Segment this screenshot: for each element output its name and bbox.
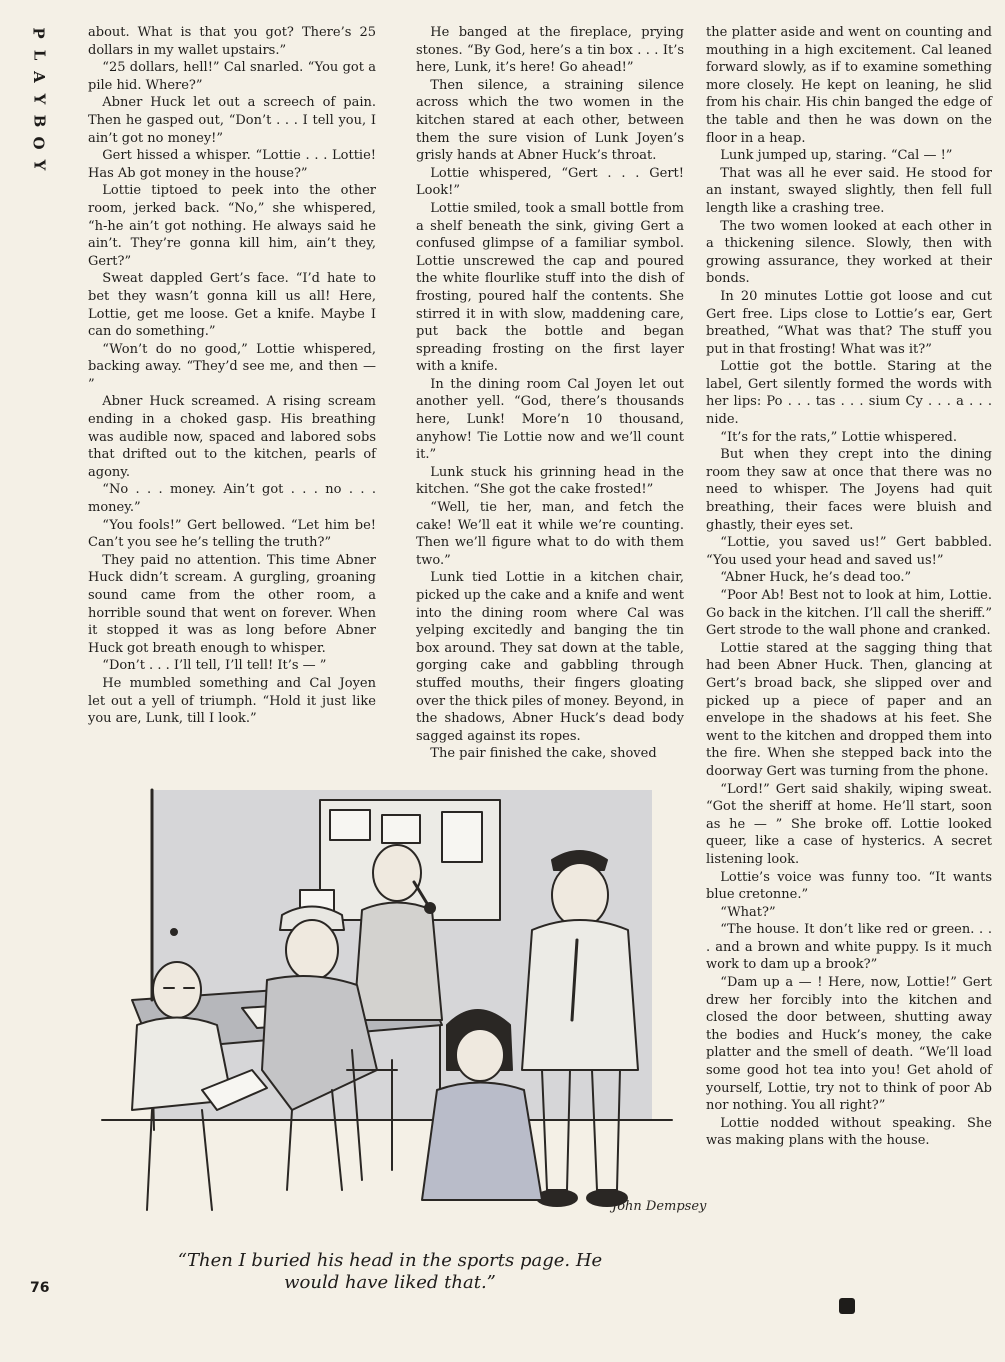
- title-letter: Y: [30, 159, 48, 171]
- paragraph: Lottie stared at the sagging thing that had been Abner Huck. Then, glancing at Gert’s broad back, she slipped over and picked up a piece of paper and an envelope in the shadows at his feet. She went to the kitchen and dropped them into the fire. When she stepped back into the doorway Gert was turning from the phone.: [706, 640, 992, 779]
- title-letter: O: [29, 136, 48, 150]
- paragraph: Then silence, a straining silence across which the two women in the kitchen stared at each other, between them the sure vision of Lunk Joyen’s grisly hands at Abner Huck’s throat.: [416, 77, 684, 164]
- paragraph: “The house. It don’t like red or green. . . . and a brown and white puppy. Is it much work to dam up a brook?”: [706, 922, 992, 973]
- paragraph: Lunk tied Lottie in a kitchen chair, picked up the cake and a knife and went into the dining room where Cal was yelping excitedly and banging the tin box around. They sat down at the table, gorging cake and gabbling through stuffed mouths, their fingers gloating over the thick piles of money. Beyond, in the shadows, Abner Huck’s dead body sagged against its ropes.: [416, 570, 684, 744]
- title-letter: Y: [30, 93, 48, 105]
- paragraph: “What?”: [720, 904, 776, 920]
- paragraph: They paid no attention. This time Abner Huck didn’t scream. A gurgling, groaning sound came from the other room, a horrible sound that went on forever. When it stopped it was as long before Abner Huck got breath enough to whisper.: [88, 552, 376, 656]
- paragraph: But when they crept into the dining room they saw at once that there was no need to whisper. The Joyens had quit breathing, their faces were bluish and ghastly, their eyes set.: [706, 447, 992, 533]
- paragraph: “Dam up a — ! Here, now, Lottie!” Gert drew her forcibly into the kitchen and closed the door between, shutting away the bodies and Huck’s money, the cake platter and the smell of death. “We’ll load some good hot tea into you! Get ahold of yourself, Lottie, try not to think of poor Ab nor nothing. You all right?”: [706, 975, 992, 1114]
- paragraph: In the dining room Cal Joyen let out another yell. “God, there’s thousands here, Lunk! More’n 10 thousand, anyhow! Tie Lottie now and we’ll count it.”: [416, 376, 684, 463]
- paragraph: Lunk stuck his grinning head in the kitchen. “She got the cake frosted!”: [416, 464, 684, 498]
- title-letter: P: [30, 27, 48, 39]
- paragraph: Gert hissed a whisper. “Lottie . . . Lottie! Has Ab got money in the house?”: [88, 148, 376, 181]
- paragraph: Lottie nodded without speaking. She was making plans with the house.: [706, 1115, 992, 1149]
- paragraph: Lottie tiptoed to peek into the other room, jerked back. “No,” she whispered, “h-he ain’t got nothing. He always said he ain’t. They’re gonna kill him, ain’t they, Gert?”: [88, 183, 376, 269]
- paragraph: The two women looked at each other in a thickening silence. Slowly, then with growing assurance, they worked at their bonds.: [706, 218, 992, 287]
- paragraph: He banged at the fireplace, prying stones. “By God, here’s a tin box . . . It’s here, Lunk, it’s here! Go ahead!”: [416, 25, 684, 76]
- paragraph: “Won’t do no good,” Lottie whispered, backing away. “They’d see me, and then — ”: [88, 341, 376, 392]
- title-letter: A: [29, 71, 48, 83]
- paragraph: about. What is that you got? There’s 25 dollars in my wallet upstairs.”: [88, 25, 376, 58]
- paragraph: “Abner Huck, he’s dead too.”: [720, 570, 912, 586]
- paragraph: The pair finished the cake, shoved: [430, 746, 657, 762]
- text-column-1: [88, 24, 376, 728]
- paragraph: He mumbled something and Cal Joyen let out a yell of triumph. “Hold it just like you are, Lunk, till I look.”: [88, 675, 376, 727]
- paragraph: “Poor Ab! Best not to look at him, Lottie. Go back in the kitchen. I’ll call the sheriff.” Gert strode to the wall phone and cranked.: [706, 588, 992, 639]
- title-letter: L: [29, 49, 48, 61]
- text-column-3: [706, 24, 992, 1150]
- paragraph: “You fools!” Gert bellowed. “Let him be! Can’t you see he’s telling the truth?”: [88, 517, 376, 551]
- title-letter: B: [30, 114, 48, 128]
- text-column-2: [416, 24, 684, 763]
- end-mark-icon: [839, 1298, 855, 1314]
- paragraph: “Don’t . . . I’ll tell, I’ll tell! It’s — ”: [102, 658, 327, 674]
- paragraph: Abner Huck screamed. A rising scream ending in a choked gasp. His breathing was audible now, spaced and labored sobs that drifted out to the kitchen, pearls of agony.: [88, 394, 376, 480]
- paragraph: In 20 minutes Lottie got loose and cut Gert free. Lips close to Lottie’s ear, Gert breathed, “What was that? The stuff you put in that frosting! What was it?”: [706, 288, 992, 357]
- paragraph: “It’s for the rats,” Lottie whispered.: [720, 429, 958, 445]
- paragraph: “25 dollars, hell!” Cal snarled. “You got a pile hid. Where?”: [88, 60, 376, 93]
- paragraph: “Lottie, you saved us!” Gert babbled. “You used your head and saved us!”: [706, 535, 992, 568]
- paragraph: “No . . . money. Ain’t got . . . no . . . money.”: [88, 482, 376, 516]
- paragraph: Sweat dappled Gert’s face. “I’d hate to bet they wasn’t gonna kill us all! Here, Lottie, get me loose. Get a knife. Maybe I can do something.”: [88, 271, 376, 340]
- page-number: 76: [30, 1280, 50, 1296]
- cartoon-caption: “Then I buried his head in the sports page. He would have liked that.”: [177, 1250, 603, 1293]
- paragraph: the platter aside and went on counting and mouthing in a high excitement. Cal leaned forward slowly, as if to examine something more closely. He kept on leaning, he slid from his chair. His chin banged the edge of the table and then he was down on the floor in a heap.: [706, 25, 992, 146]
- paragraph: “Lord!” Gert said shakily, wiping sweat. “Got the sheriff at home. He’ll start, soon as he — ” She broke off. Lottie looked queer, like a case of hysterics. A secret listening look.: [706, 781, 992, 867]
- paragraph: Lottie smiled, took a small bottle from a shelf beneath the sink, giving Gert a confused glimpse of a familiar symbol. Lottie unscrewed the cap and poured the white flourlike stuff into the dish of frosting, poured half the contents. She stirred it in with slow, maddening care, put back the bottle and began spreading frosting on the first layer with a knife.: [416, 200, 684, 375]
- cartoon-illustration: [92, 770, 707, 1240]
- paragraph: Lottie got the bottle. Staring at the label, Gert silently formed the words with her lips: Po . . . tas . . . sium Cy . . . a . . . nide.: [706, 359, 992, 428]
- artist-signature: John Dempsey: [612, 1199, 707, 1214]
- paragraph: That was all he ever said. He stood for an instant, swayed slightly, then fell full length like a crashing tree.: [706, 165, 992, 216]
- paragraph: Lottie whispered, “Gert . . . Gert! Look!”: [416, 165, 684, 199]
- magazine-title-vertical: [28, 22, 50, 176]
- paragraph: “Well, tie her, man, and fetch the cake! We’ll eat it while we’re counting. Then we’ll figure what to do with them two.”: [416, 500, 684, 568]
- paragraph: Lunk jumped up, staring. “Cal — !”: [720, 148, 953, 164]
- paragraph: Lottie’s voice was funny too. “It wants blue cretonne.”: [706, 869, 992, 903]
- paragraph: Abner Huck let out a screech of pain. Then he gasped out, “Don’t . . . I tell you, I ain’t got no money!”: [88, 95, 376, 146]
